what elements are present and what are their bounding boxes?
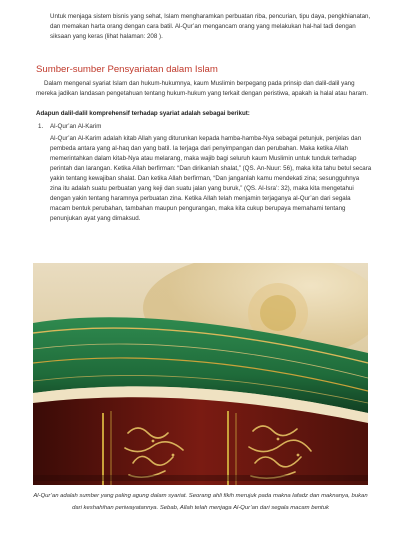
photo-caption: Al-Qur’an adalah sumber yang paling agung dalam syariat. Seorang ahli fikih merujuk pada makna lafadz dan maknanya, bukan dari keshahihan periwayatannya. Sebab, Allah telah menjaga Al-Qur’an dari segala macam bentuk (33, 493, 368, 511)
quran-book-image (33, 263, 368, 485)
body-paragraph: Dalam mengenal syariat Islam dan hukum-hukumnya, kaum Muslimin berpegang pada prinsip dan dalil-dalil yang mereka jadikan landasan pengetahuan tentang hukum-hukum yang terkait dengan peristiwa, apakah ia halal atau haram. (36, 80, 368, 97)
intro-paragraph: Untuk menjaga sistem bisnis yang sehat, Islam mengharamkan perbuatan riba, pencurian, tipu daya, pengkhianatan, dan memakan harta orang dengan cara batil. Al-Qur’an mengancam orang yang melakukan hal-hal tadi dengan siksaan yang keras (lihat halaman: 208 ). (50, 13, 371, 40)
list-number: 1. (38, 123, 44, 130)
section-heading: Sumber-sumber Pensyariatan dalam Islam (36, 64, 218, 75)
list-item-title: Al-Qur’an Al-Karim (50, 123, 102, 130)
list-item-body: Al-Qur’an Al-Karim adalah kitab Allah yang diturunkan kepada hamba-hamba-Nya sebagai petunjuk, penjelas dan pembeda antara yang al-haq dan yang batil. Ia terjaga dari penyimpangan dan perubahan. Maka ketika Allah memerintahkan dalam kitab-Nya atau melarang, maka wajib bagi seluruh kaum Muslimin untuk tunduk terhadap perintah dan larangan. Ketika Allah berfirman: “Dan dirikanlah shalat,” (QS. An-Nuur: 56), maka kita tahu betul secara yakin tentang kewajiban shalat. Dan ketika Allah berfirman, “Dan janganlah kamu mendekati zina; sesungguhnya zina itu adalah suatu perbuatan yang keji dan suatu jalan yang buruk,” (QS. Al-Isra’: 32), maka kita mengetahui dengan yakin tentang haramnya perbuatan zina. Ketika Allah telah menjamin terjaganya al-Qur’an dari segala macam bentuk perubahan, tambahan maupun pengurangan, maka kita cukup berupaya memahami tentang penunjukan ayat yang dimaksud. (50, 135, 372, 222)
quran-photo (33, 263, 368, 485)
bold-lead-line: Adapun dalil-dalil komprehensif terhadap syariat adalah sebagai berikut: (36, 110, 250, 117)
